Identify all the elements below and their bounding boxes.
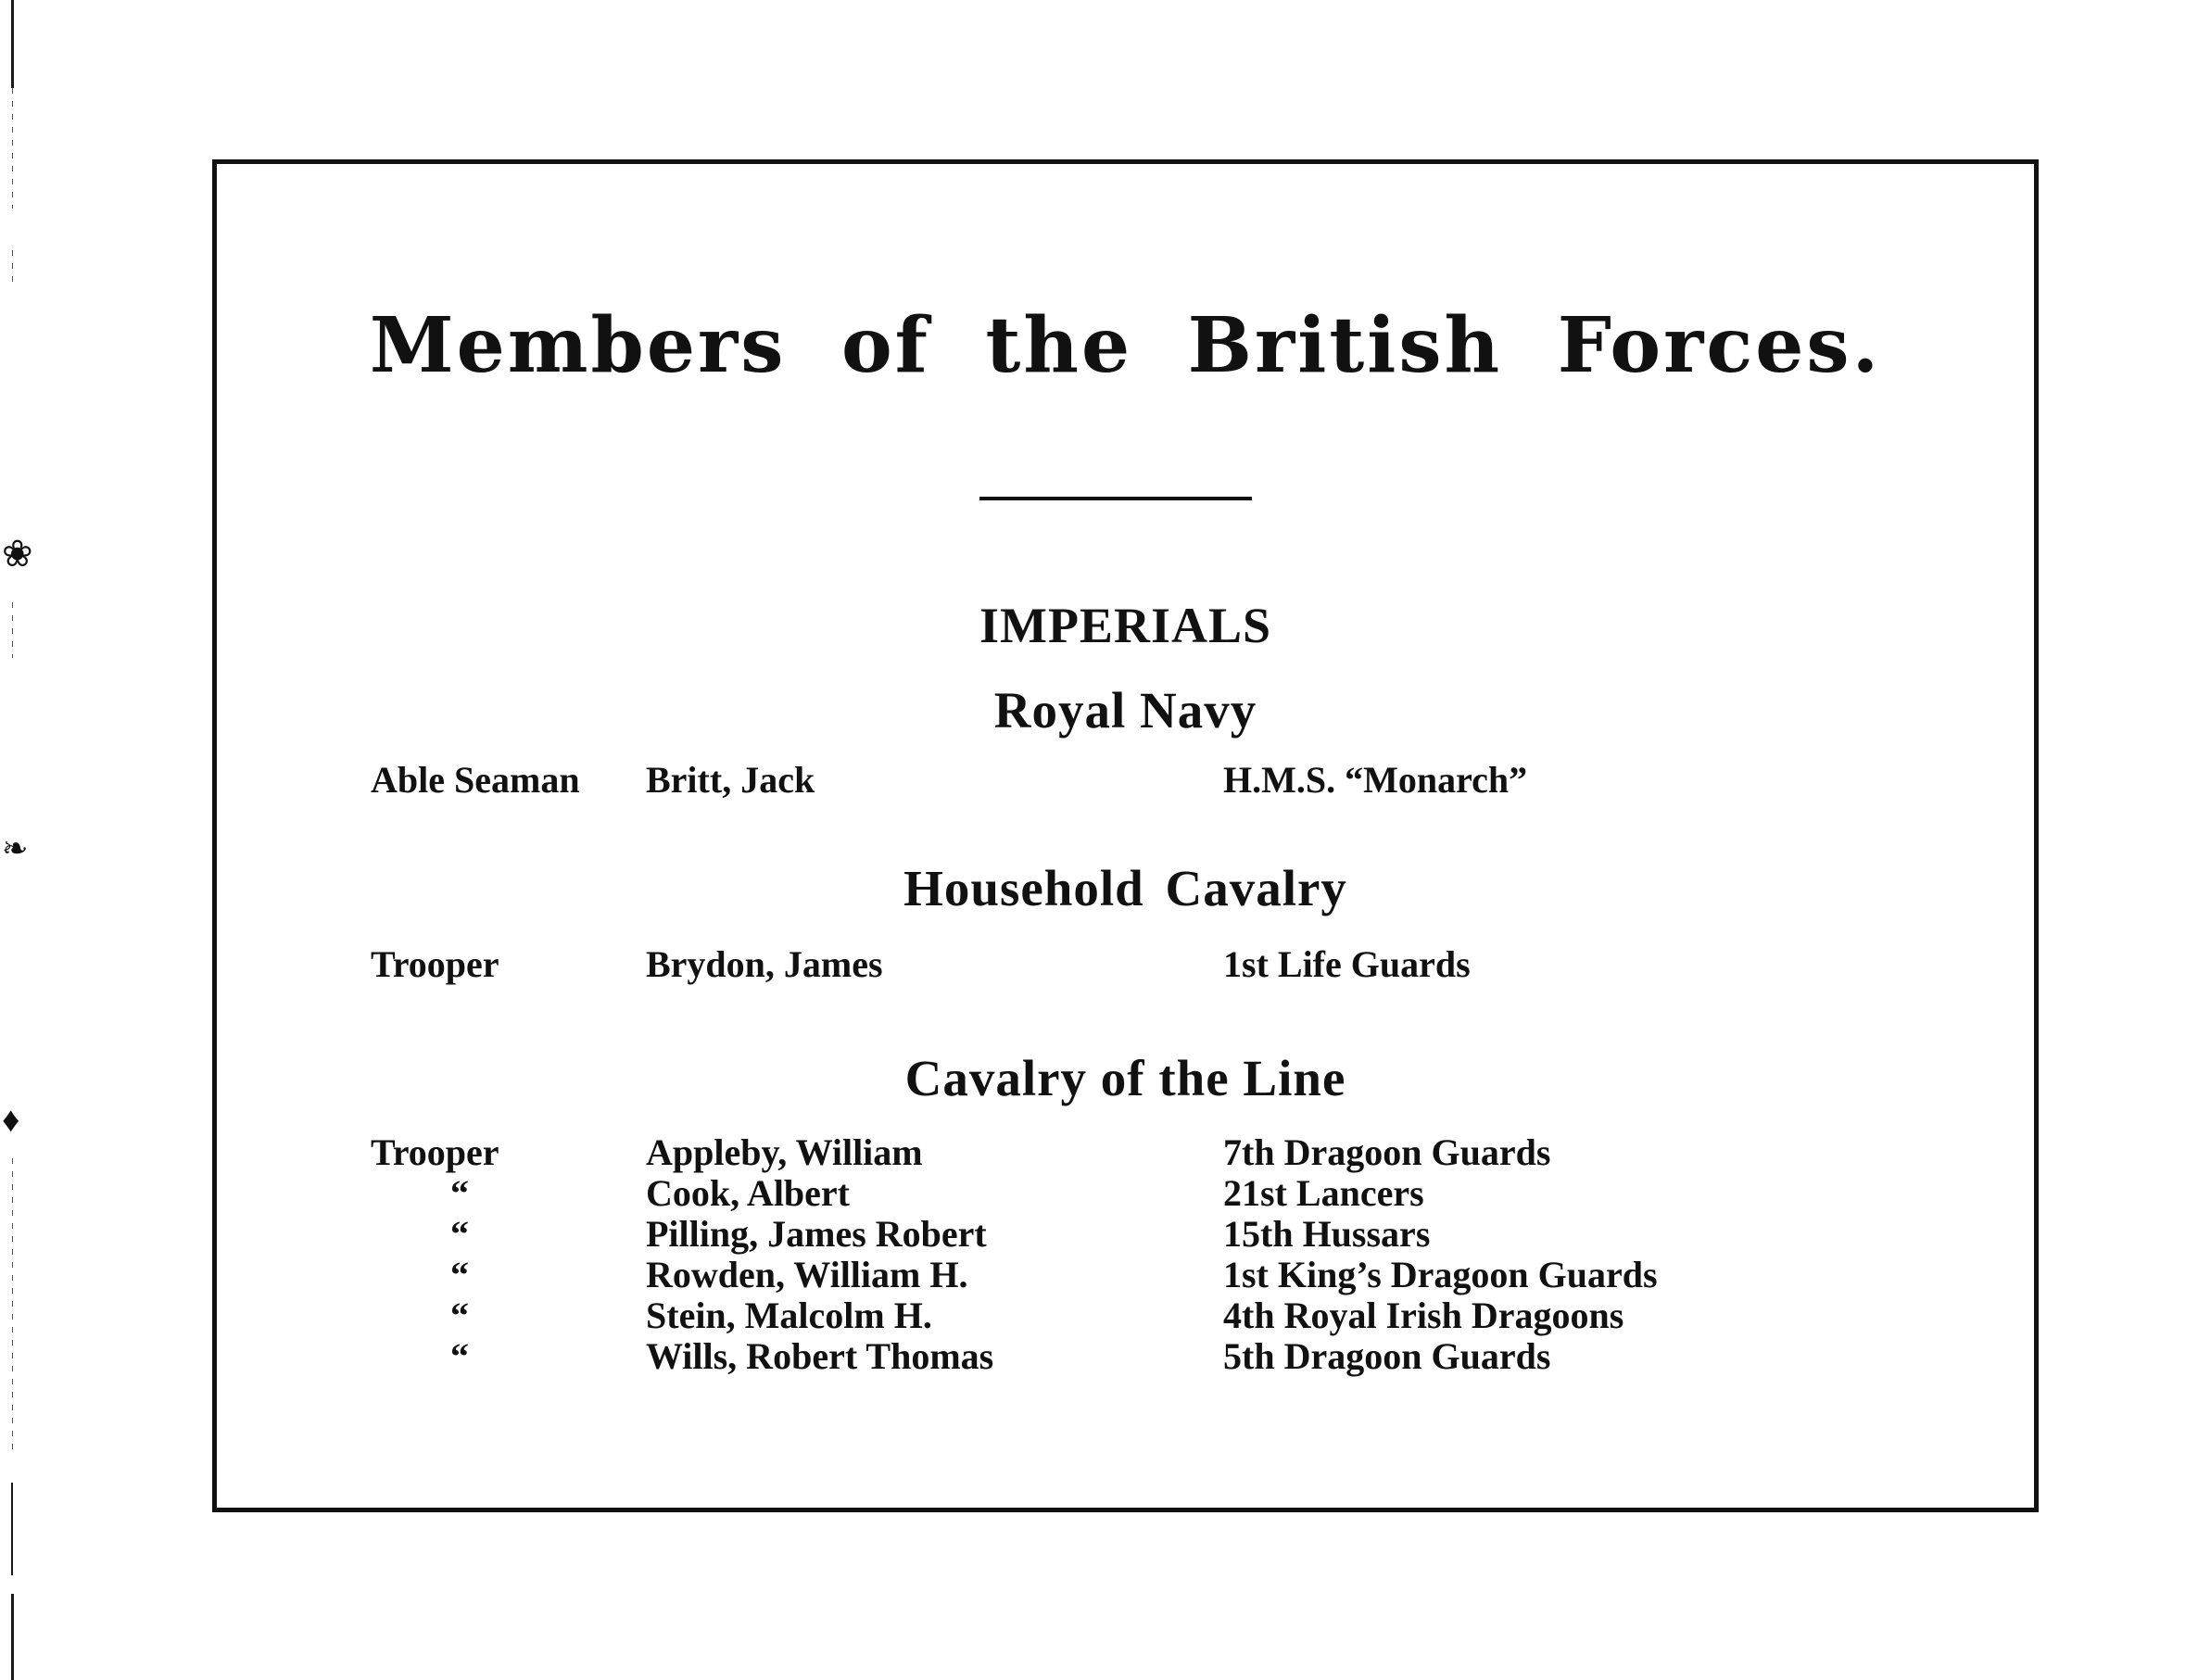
- section-title-cavalry-of-the-line: Cavalry of the Line: [904, 1050, 1346, 1106]
- ditto-mark: “: [450, 1254, 471, 1295]
- unit-cell: 1st King’s Dragoon Guards: [1223, 1254, 1658, 1295]
- page-edge-blot-1: ❀: [2, 533, 33, 575]
- page-edge-dash-mid: [12, 602, 13, 658]
- table-row: [217, 758, 2034, 799]
- heading-imperials: IMPERIALS: [979, 598, 1272, 653]
- unit-cell: H.M.S. “Monarch”: [1223, 759, 1528, 801]
- table-row: [217, 1171, 2034, 1212]
- table-row: [217, 1253, 2034, 1294]
- unit-cell: 4th Royal Irish Dragoons: [1223, 1295, 1624, 1336]
- ditto-mark: “: [450, 1172, 471, 1214]
- page-edge-blot-2: ❧: [2, 832, 29, 866]
- page-edge-line-top: [11, 0, 14, 88]
- name-cell: Britt, Jack: [646, 759, 815, 801]
- table-row: [217, 1212, 2034, 1253]
- table-row: [217, 1294, 2034, 1334]
- section-title-royal-navy: Royal Navy: [993, 682, 1257, 739]
- title-divider: [979, 497, 1252, 500]
- ditto-mark: “: [450, 1213, 471, 1255]
- name-cell: Pilling, James Robert: [646, 1213, 987, 1255]
- unit-cell: 15th Hussars: [1223, 1213, 1431, 1255]
- name-cell: Appleby, William: [646, 1131, 923, 1173]
- table-row: [217, 942, 2034, 983]
- page-edge-dash-lower: [12, 1158, 13, 1455]
- name-cell: Rowden, William H.: [646, 1254, 968, 1295]
- name-cell: Wills, Robert Thomas: [646, 1335, 994, 1377]
- ditto-mark: “: [450, 1295, 471, 1336]
- page-edge-dash-upper: [12, 250, 13, 287]
- unit-cell: 1st Life Guards: [1223, 943, 1471, 985]
- name-cell: Brydon, James: [646, 943, 883, 985]
- rank-cell: Able Seaman: [371, 759, 580, 801]
- section-title-household-cavalry: Household Cavalry: [903, 860, 1347, 916]
- page-title: Members of the British Forces.: [369, 301, 1882, 390]
- ditto-mark: “: [450, 1335, 471, 1377]
- name-cell: Stein, Malcolm H.: [646, 1295, 932, 1336]
- name-cell: Cook, Albert: [646, 1172, 850, 1214]
- page-edge-line-bottom: [11, 1483, 13, 1575]
- unit-cell: 21st Lancers: [1223, 1172, 1424, 1214]
- table-row: [217, 1334, 2034, 1375]
- page-edge-line-foot: [11, 1594, 14, 1680]
- page-edge-blot-3: ♦: [2, 1101, 20, 1140]
- table-row: [217, 1131, 2034, 1171]
- unit-cell: 5th Dragoon Guards: [1223, 1335, 1551, 1377]
- rank-cell: Trooper: [371, 943, 499, 985]
- page-edge-dash-top: [12, 88, 13, 208]
- rank-cell: Trooper: [371, 1131, 499, 1173]
- unit-cell: 7th Dragoon Guards: [1223, 1131, 1551, 1173]
- document-frame: [212, 159, 2039, 1512]
